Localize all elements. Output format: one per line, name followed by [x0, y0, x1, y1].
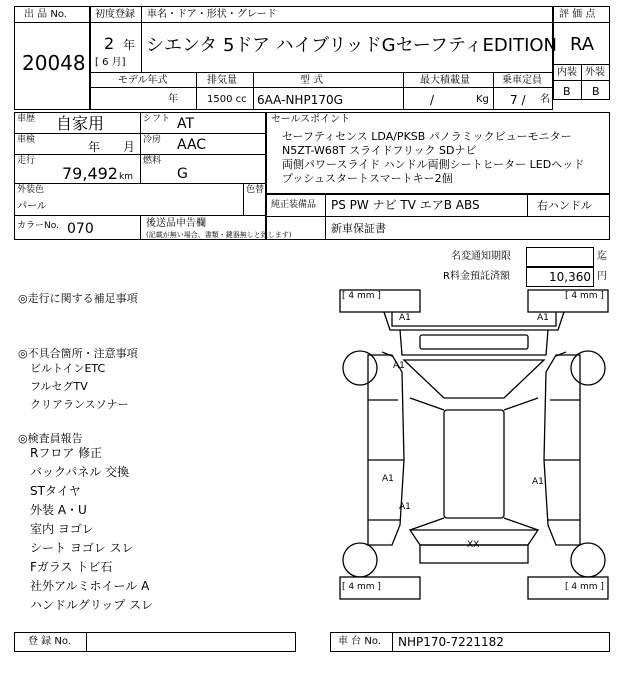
inspection-label: 車検	[17, 135, 36, 145]
left-side-shape	[368, 355, 404, 545]
mileage-unit: km	[119, 172, 133, 182]
damage-mark: A1	[532, 477, 544, 487]
warranty-value: 新車保証書	[331, 222, 386, 235]
model-year-value: 年	[168, 94, 178, 105]
car-name-label: 車名・ドア・形状・グレード	[147, 9, 277, 20]
model-year-label: モデル年式	[118, 75, 168, 86]
exterior-label: 外装	[585, 67, 605, 78]
score-label: 評 価 点	[559, 9, 596, 20]
recycle-unit: 円	[597, 271, 607, 282]
history-value: 自家用	[56, 114, 105, 133]
lot-label: 出 品 No.	[24, 9, 67, 20]
inspector-item: 社外アルミホイール A	[30, 579, 150, 593]
first-reg-year: 2	[104, 34, 115, 53]
right-side-shape	[544, 355, 580, 545]
damage-mark: A1	[399, 313, 411, 323]
inspection-month: 月	[123, 140, 136, 154]
lot-number: 20048	[22, 51, 86, 75]
color-no-label: カラーNo.	[17, 221, 59, 231]
name-change-label: 名変通知期限	[451, 251, 511, 262]
sales-point-line: 両側パワースライド ハンドル両側シートヒーター LEDヘッド	[282, 158, 585, 171]
capacity-value: 7 /	[510, 93, 526, 107]
first-reg-month: [ 6 月]	[95, 57, 126, 68]
type-label: 型 式	[300, 75, 324, 86]
displacement-value: 1500 cc	[207, 94, 247, 105]
damage-mark: XX	[467, 540, 480, 550]
name-change-unit: 迄	[597, 251, 607, 262]
sales-point-line: プッシュスタートスマートキー2個	[282, 172, 453, 185]
history-label: 車歴	[17, 114, 36, 124]
inspector-item: STタイヤ	[30, 484, 81, 498]
max-load-label: 最大積載量	[420, 75, 470, 86]
reg-no-label: 登 録 No.	[28, 636, 71, 647]
sales-point-line: N5ZT-W68T スライドフリック SDナビ	[282, 144, 477, 157]
damage-mark: A1	[537, 313, 549, 323]
tire-rear-left: [ 4 mm ]	[342, 582, 381, 592]
inspector-item: 室内 ヨゴレ	[30, 522, 94, 536]
ac-label: 冷房	[143, 135, 162, 145]
damage-mark: A1	[393, 361, 405, 371]
car-name: シエンタ 5ドア ハイブリッドGセーフティEDITION	[146, 35, 558, 56]
color-no-value: 070	[67, 221, 94, 237]
aftermarket-label: 後送品申告欄	[146, 218, 206, 229]
inspector-item: Fガラス トビ石	[30, 560, 113, 574]
shift-label: シフト	[143, 114, 171, 124]
tire-front-right: [ 4 mm ]	[565, 291, 604, 301]
hood-shape	[400, 330, 548, 355]
windshield-shape	[404, 360, 544, 398]
displacement-label: 排気量	[207, 75, 237, 86]
recycle-value: 10,360	[549, 270, 591, 284]
defects-title: ◎不具合箇所・注意事項	[18, 347, 138, 360]
chassis-value: NHP170-7221182	[398, 635, 504, 649]
defect-item: クリアランスソナー	[30, 398, 129, 411]
inspector-item: ハンドルグリップ スレ	[30, 598, 154, 612]
sales-point-line: セーフティセンス LDA/PKSB パノラミックビューモニター	[282, 130, 572, 143]
inspection-year: 年	[88, 140, 101, 154]
aftermarket-note: (記載が無い場合、書類・鍵器無しと致します)	[146, 231, 292, 239]
color-change-label: 色替	[246, 185, 265, 195]
damage-mark: A1	[382, 474, 394, 484]
inspector-item: Rフロア 修正	[30, 446, 103, 460]
equipment-label: 純正装備品	[271, 200, 317, 210]
recycle-label: R料金預託済額	[443, 271, 510, 282]
tire-front-left: [ 4 mm ]	[342, 291, 381, 301]
damage-mark: A1	[399, 502, 411, 512]
shift-value: AT	[177, 116, 195, 132]
exterior-grade: B	[592, 85, 600, 98]
mileage-label: 走行	[17, 156, 36, 166]
first-reg-label: 初度登録	[95, 9, 135, 20]
ext-color-label: 外装色	[17, 185, 45, 195]
name-change-field	[526, 247, 594, 267]
type-value: 6AA-NHP170G	[257, 93, 343, 107]
inspector-item: 外装 A・U	[30, 503, 87, 517]
capacity-label: 乗車定員	[502, 75, 542, 86]
chassis-label: 車 台 No.	[338, 636, 381, 647]
max-load-unit: Kg	[476, 94, 489, 105]
tire-rear-right: [ 4 mm ]	[565, 582, 604, 592]
defect-item: ビルトインETC	[30, 362, 106, 375]
sales-points-label: セールスポイント	[271, 114, 351, 125]
inspector-item: シート ヨゴレ スレ	[30, 541, 134, 555]
year-unit: 年	[123, 38, 136, 52]
fuel-value: G	[177, 166, 188, 182]
ac-value: AAC	[177, 137, 207, 153]
interior-label: 内装	[557, 67, 577, 78]
ext-color-value: パール	[17, 201, 47, 212]
interior-grade: B	[563, 85, 571, 98]
score-value: RA	[570, 34, 595, 55]
defect-item: フルセグTV	[30, 380, 88, 393]
max-load-value: /	[430, 93, 435, 107]
mileage-value: 79,492	[62, 164, 118, 183]
inspector-item: バックパネル 交換	[30, 465, 130, 479]
equipment-value: PS PW ナビ TV エアB ABS	[331, 198, 480, 212]
roof-shape	[444, 410, 504, 518]
driving-notes-title: ◎走行に関する補足事項	[18, 292, 138, 305]
inspector-title: ◎検査員報告	[18, 432, 83, 445]
fuel-label: 燃料	[143, 156, 162, 166]
capacity-unit: 名	[540, 94, 550, 105]
steering-value: 右ハンドル	[537, 199, 592, 212]
